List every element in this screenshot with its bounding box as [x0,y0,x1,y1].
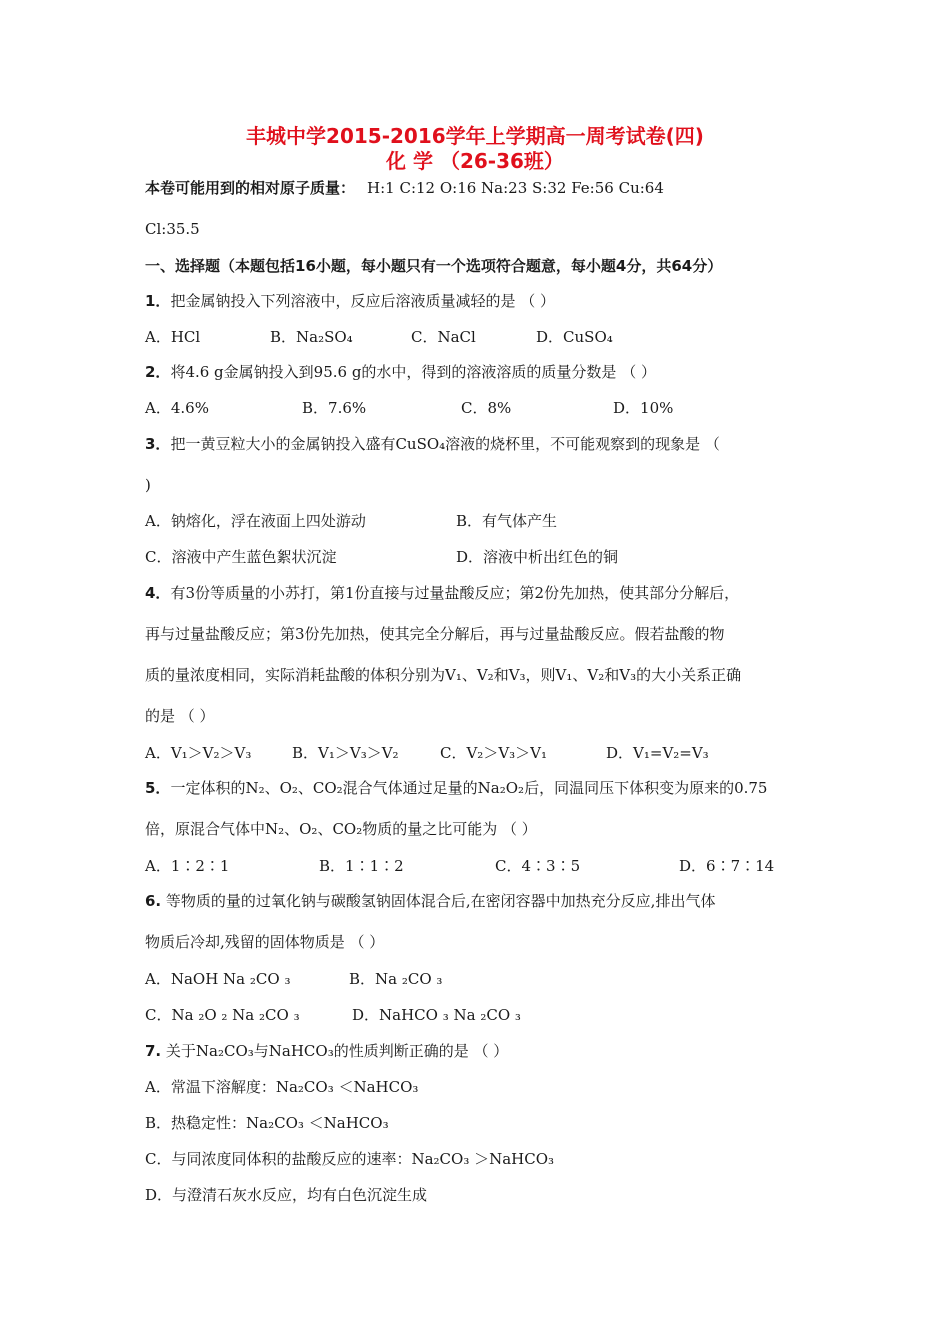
question-number: 4． [145,584,171,602]
option-b: B．7.6% [302,399,367,417]
question-stem: 关于Na₂CO₃与NaHCO₃的性质判断正确的是 （ ） [161,1042,509,1060]
question-stem: 将4.6 g金属钠投入到95.6 g的水中，得到的溶液溶质的质量分数是 （ ） [170,363,656,381]
option-b: B．Na₂SO₄ [270,328,353,346]
question-number: 7. [145,1042,162,1060]
atomic-masses [145,178,664,198]
question-number: 1． [145,292,171,310]
option-d: D．6∶7∶14 [679,857,775,875]
option-a: A．4.6% [145,399,209,417]
question-6-line-2: 物质后冷却,残留的固体物质是 （ ） [145,933,385,951]
option-d: D．V₁=V₂=V₃ [606,744,709,762]
option-d: D．CuSO₄ [536,328,613,346]
question-5-line-2: 倍，原混合气体中N₂、O₂、CO₂物质的量之比可能为 （ ） [145,820,537,838]
question-3-cont: ) [145,476,151,494]
option-a: A．1∶2∶1 [145,857,230,875]
question-number: 6. [145,892,162,910]
question-4-line-4: 的是 （ ） [145,707,215,725]
option-d: D．与澄清石灰水反应，均有白色沉淀生成 [145,1186,428,1204]
option-c: C．4∶3∶5 [495,857,581,875]
question-stem: 把金属钠投入下列溶液中，反应后溶液质量减轻的是 （ ） [170,292,555,310]
question-stem: 有3份等质量的小苏打，第1份直接与过量盐酸反应；第2份先加热，使其部分分解后， [170,584,740,602]
option-a: A．HCl [145,328,201,346]
question-4-line-3: 质的量浓度相同，实际消耗盐酸的体积分别为V₁、V₂和V₃，则V₁、V₂和V₃的大小关系正确 [145,666,742,684]
option-b: B．Na ₂CO ₃ [349,970,443,988]
atomic-masses-label: 本卷可能用到的相对原子质量： [145,179,356,197]
option-a: A．钠熔化，浮在液面上四处游动 [145,512,366,530]
question-6 [145,891,715,911]
question-3 [145,434,720,454]
option-b: B．1∶1∶2 [319,857,404,875]
question-stem: 把一黄豆粒大小的金属钠投入盛有CuSO₄溶液的烧杯里，不可能观察到的现象是 （ [170,435,720,453]
question-number: 2． [145,363,171,381]
question-number: 5． [145,779,171,797]
option-b: B．热稳定性：Na₂CO₃ ＜NaHCO₃ [145,1114,389,1132]
option-d: D．溶液中析出红色的铜 [456,548,619,566]
option-a: A．V₁＞V₂＞V₃ [145,744,252,762]
atomic-masses-cont: Cl:35.5 [145,220,200,238]
option-a: A．常温下溶解度：Na₂CO₃ ＜NaHCO₃ [145,1078,419,1096]
question-stem: 等物质的量的过氧化钠与碳酸氢钠固体混合后,在密闭容器中加热充分反应,排出气体 [161,892,716,910]
option-c: C．与同浓度同体积的盐酸反应的速率：Na₂CO₃ ＞NaHCO₃ [145,1150,555,1168]
question-2 [145,362,656,382]
option-c: C．V₂＞V₃＞V₁ [440,744,548,762]
option-d: D．10% [613,399,674,417]
subject-title: 化 学 （26-36班） [386,149,564,173]
exam-title: 丰城中学2015-2016学年上学期高一周考试卷(四) [246,124,704,148]
option-c: C．溶液中产生蓝色絮状沉淀 [145,548,337,566]
question-1 [145,291,555,311]
question-4 [145,583,739,603]
option-c: C．Na ₂O ₂ Na ₂CO ₃ [145,1006,300,1024]
question-number: 3． [145,435,171,453]
section-heading: 一、选择题（本题包括16小题，每小题只有一个选项符合题意，每小题4分，共64分） [145,257,723,275]
question-stem: 一定体积的N₂、O₂、CO₂混合气体通过足量的Na₂O₂后，同温同压下体积变为原来的0.75 [170,779,768,797]
atomic-masses-values: H:1 C:12 O:16 Na:23 S:32 Fe:56 Cu:64 [367,179,664,197]
option-b: B．V₁＞V₃＞V₂ [292,744,399,762]
question-7 [145,1041,508,1061]
option-c: C．8% [461,399,512,417]
option-d: D．NaHCO ₃ Na ₂CO ₃ [352,1006,521,1024]
question-4-line-2: 再与过量盐酸反应；第3份先加热，使其完全分解后，再与过量盐酸反应。假若盐酸的物 [145,625,725,643]
option-a: A．NaOH Na ₂CO ₃ [145,970,291,988]
option-b: B．有气体产生 [456,512,558,530]
question-5 [145,778,767,798]
option-c: C．NaCl [411,328,476,346]
